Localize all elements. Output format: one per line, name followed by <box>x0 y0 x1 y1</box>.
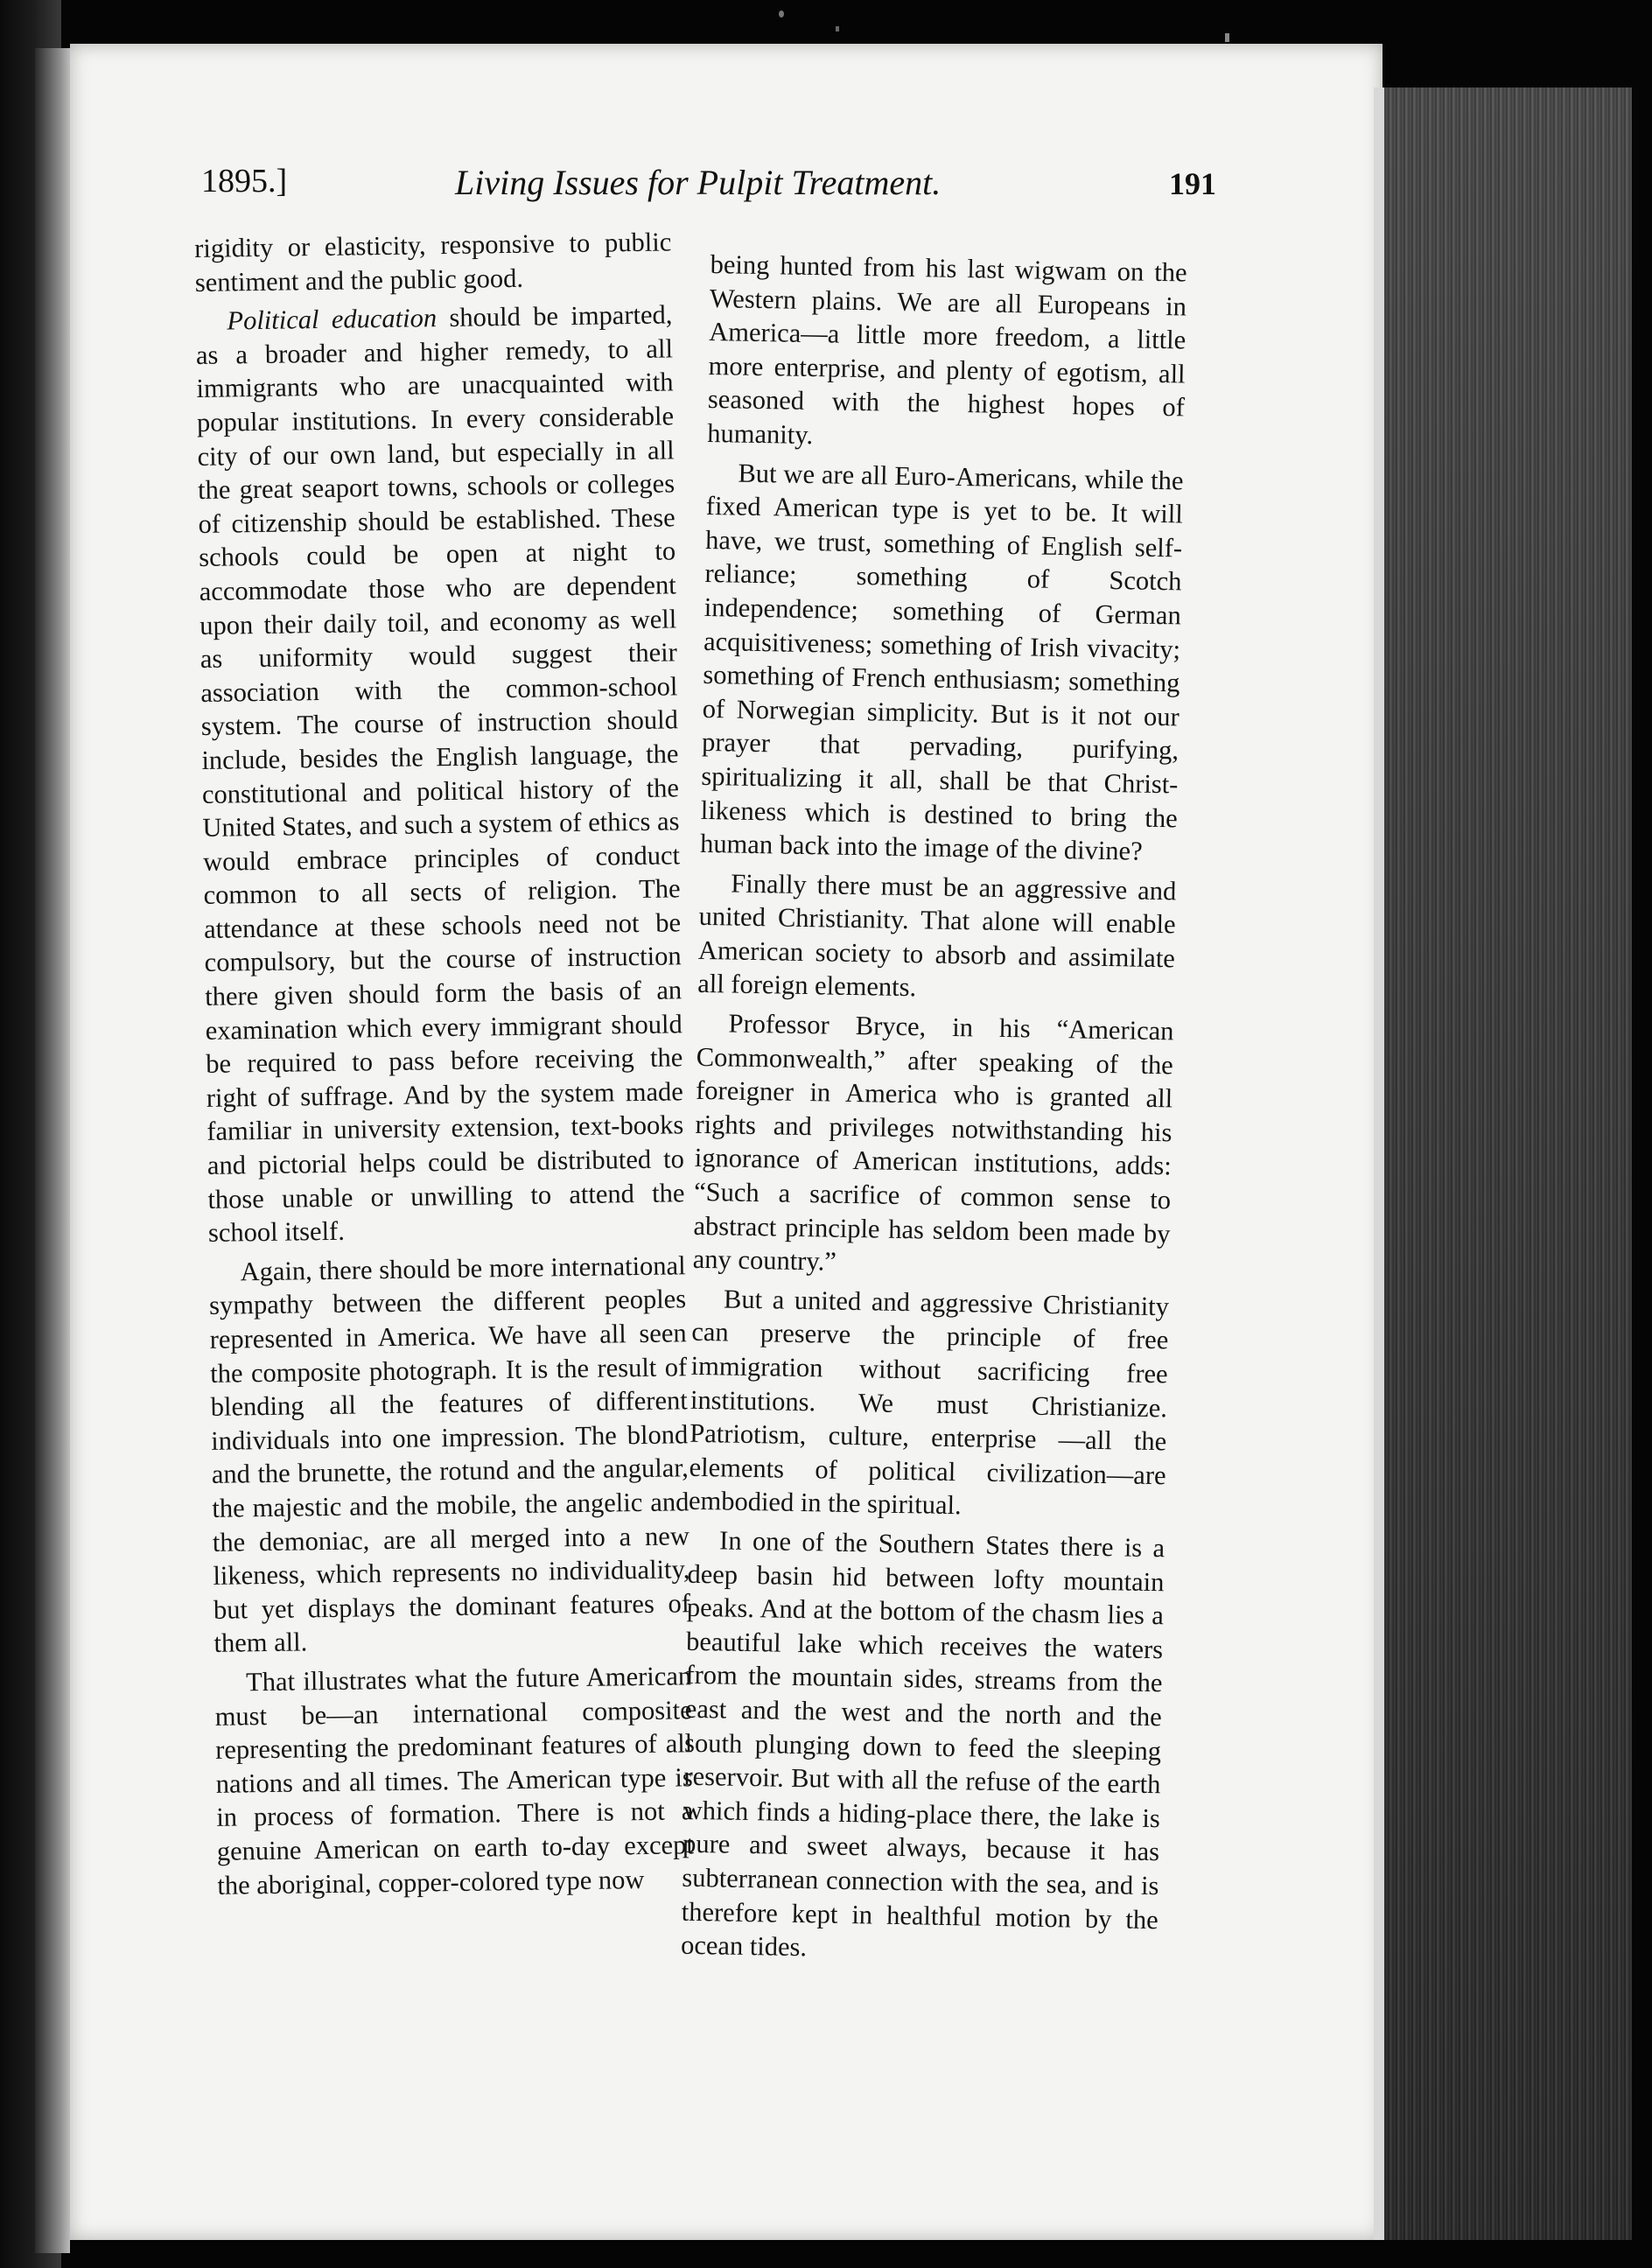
paragraph: Again, there should be more international sympathy between the different peoples represented in America. We have all seen the composite photograph. It is the result of blending all the features of different individuals into one impression. The blond and the brunette, the rotund and the angular, the majestic and the mobile, the angelic and the demoniac, are all merged into a new likeness, which represents no individuality, but yet displays the dominant features of them all. <box>208 1250 691 1659</box>
emphasis-text: Political education <box>227 303 438 336</box>
right-column <box>681 248 1187 1976</box>
paragraph: But a united and aggressive Christianity can preserve the principle of free immigration without sacrificing free institutions. We must Christianize. Patriotism, culture, enterprise —all the elements of political civilization—are embodied in the spiritual. <box>688 1284 1170 1521</box>
dust-speck <box>1225 33 1229 42</box>
paragraph: In one of the Southern States there is a deep basin hid between lofty mountain peaks. And at the bottom of the chasm lies a beautiful lake which receives the waters from the mountain sides, streams from the east and the west and the north and the south plunging down to feed the sleeping reservoir. But with all the refuse of the earth which finds a hiding-place there, the lake is pure and sweet always, because it has subterranean connection with the sea, and is therefore kept in healthful motion by the ocean tides. <box>680 1525 1166 1963</box>
page-number: 191 <box>1169 166 1216 201</box>
paragraph-text: should be imparted, as a broader and higher remedy, to all immigrants who are unacquainted with popular institutions. In every considerable city of our own land, but especially in all the great seaport towns, schools or colleges of citizenship should be established. These schools could be open at night to accommodate those who are dependent upon their daily toil, and economy as well as uniformity would suggest their association with the common-school system. The course of instruction should include, besides the English language, the constitutional and political history of the United States, and such a system of ethics as would embrace principles of conduct common to all sects of religion. The attendance at these schools need not be compulsory, but the course of instruction there given should form the basis of an examination which every immigrant should be required to pass before receiving the right of suffrage. And by the system made familiar in university extension, text-books and pictorial helps could be distributed to those unable or unwilling to attend the school itself. <box>195 299 685 1249</box>
paragraph: Professor Bryce, in his “American Commonwealth,” after speaking of the foreigner in America who is granted all rights and privileges notwithstanding his ignorance of American institutions, adds: “Such a sacrifice of common sense to abstract principle has seldom been made by any country.” <box>692 1008 1174 1277</box>
paragraph: being hunted from his last wigwam on the Western plains. We are all Europeans in America—a little more freedom, a little more enterprise, and plenty of egotism, all seasoned with the highest hopes of humanity. <box>707 248 1187 451</box>
header-year: 1895.] <box>201 163 288 200</box>
page-fore-edge <box>1374 88 1384 2240</box>
paragraph <box>195 298 685 1250</box>
paragraph: That illustrates what the future American must be—an international composite representing the predominant features of all nations and all times. The American type is in process of formation. There is not a genuine American on earth to-day except the aboriginal, copper-colored type now <box>214 1661 695 1900</box>
dust-speck <box>779 10 784 18</box>
paragraph: rigidity or elasticity, responsive to public sentiment and the public good. <box>194 227 672 298</box>
paragraph: But we are all Euro-Americans, while the fixed American type is yet to be. It will have, we trust, something of English self-reliance; something of Scotch independence; something of German acquisitiveness; something of Irish vivacity; something of French enthusiasm; something of Norwegian simplicity. But is it not our prayer that pervading, purifying, spiritualizing it all, shall be that Christ-likeness which is destined to bring the human back into the image of the divine? <box>699 458 1184 866</box>
page-block-edges <box>1369 88 1632 2240</box>
paragraph: Finally there must be an aggressive and united Christianity. That alone will enable American society to absorb and assimilate all foreign elements. <box>697 868 1177 1003</box>
dust-speck <box>836 26 839 32</box>
previous-page-edge <box>35 48 70 2253</box>
header-title: Living Issues for Pulpit Treatment. <box>455 163 942 202</box>
running-header <box>201 162 1216 214</box>
left-column <box>194 225 695 1908</box>
